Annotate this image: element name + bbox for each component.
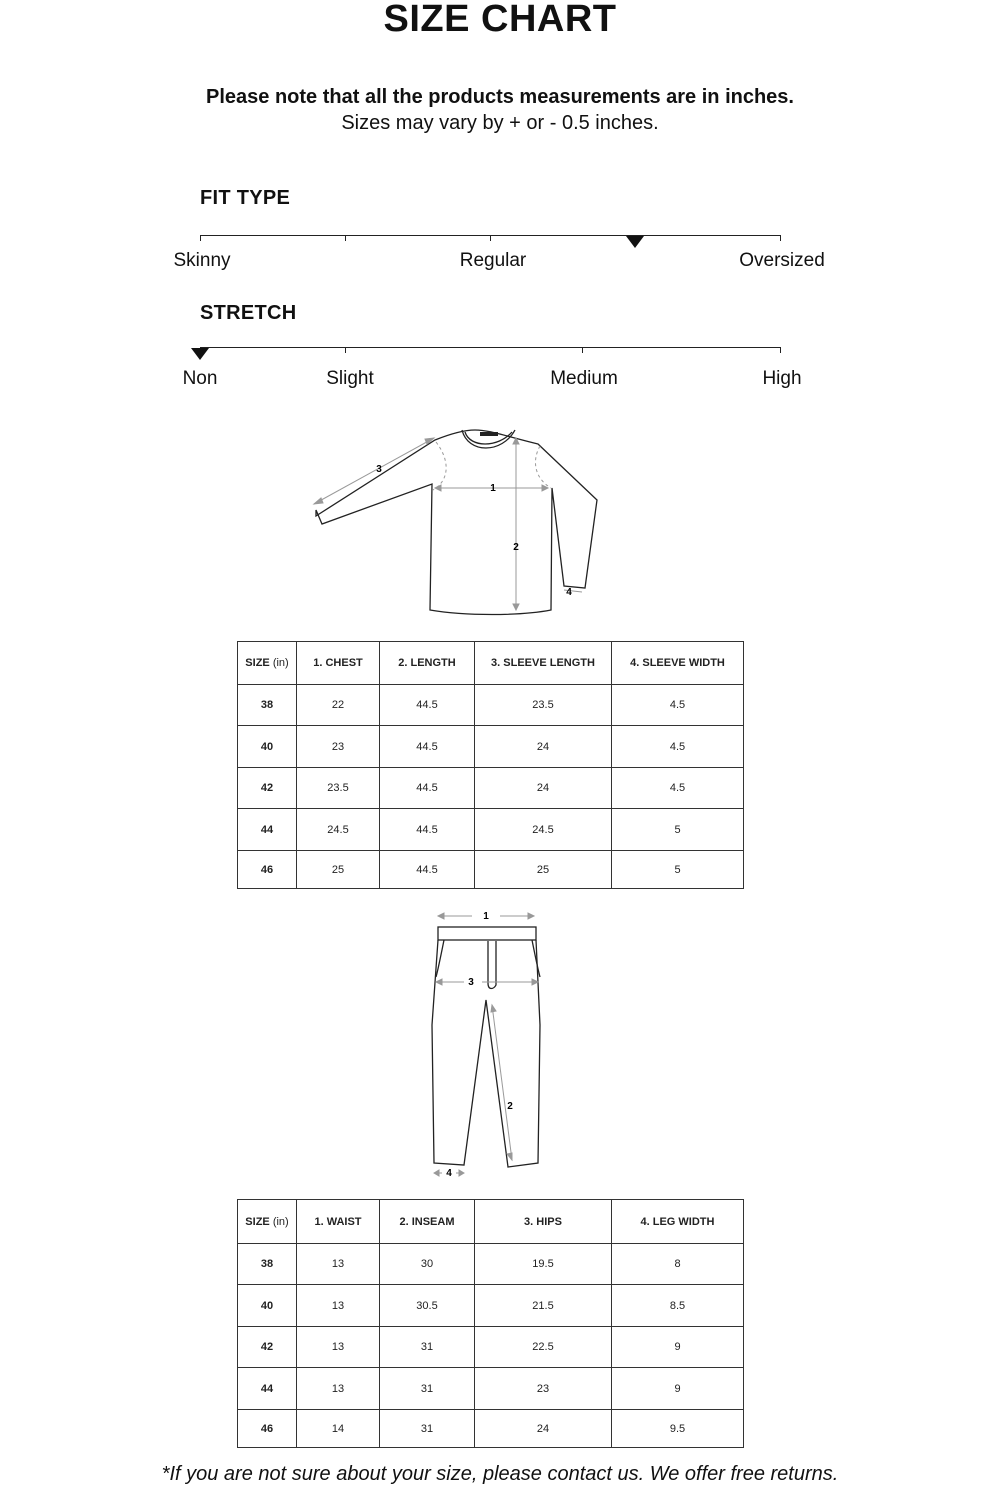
- neck-label-icon: [480, 432, 498, 436]
- size-header: SIZE (in): [238, 642, 297, 685]
- table-cell: 23: [297, 726, 380, 768]
- size-cell: 38: [238, 685, 297, 726]
- variance-note: Sizes may vary by + or - 0.5 inches.: [341, 112, 659, 134]
- stretch-title: STRETCH: [200, 302, 297, 324]
- table-cell: 23: [475, 1368, 612, 1410]
- table-cell: 25: [475, 851, 612, 889]
- table-cell: 13: [297, 1244, 380, 1285]
- sleeve-width-header: 4. SLEEVE WIDTH: [612, 642, 744, 685]
- bottom-size-table: [237, 1199, 744, 1448]
- leg-width-header: 4. LEG WIDTH: [612, 1200, 744, 1244]
- table-cell: 44.5: [380, 768, 475, 809]
- sleeve-length-header: 3. SLEEVE LENGTH: [475, 642, 612, 685]
- table-cell: 31: [380, 1327, 475, 1368]
- fit-type-option-oversized: Oversized: [739, 250, 825, 271]
- pants-diagram: [420, 905, 560, 1185]
- table-row: [238, 1368, 744, 1410]
- stretch-line: [200, 347, 781, 348]
- page-title: SIZE CHART: [383, 0, 617, 40]
- stretch-scale: [0, 0, 1000, 410]
- table-cell: 24: [475, 726, 612, 768]
- table-cell: 22: [297, 685, 380, 726]
- table-cell: 22.5: [475, 1327, 612, 1368]
- table-cell: 8: [612, 1244, 744, 1285]
- stretch-tick: [780, 347, 781, 353]
- waist-header: 1. WAIST: [297, 1200, 380, 1244]
- table-row: [238, 768, 744, 809]
- size-header: SIZE (in): [238, 1200, 297, 1244]
- top-size-table: [237, 641, 744, 889]
- table-row: [238, 851, 744, 889]
- table-row: [238, 685, 744, 726]
- sweater-label-2: 2: [513, 542, 519, 553]
- table-cell: 8.5: [612, 1285, 744, 1327]
- table-cell: 4.5: [612, 768, 744, 809]
- footer-note: *If you are not sure about your size, please contact us. We offer free returns.: [161, 1463, 839, 1485]
- size-cell: 46: [238, 1410, 297, 1448]
- table-cell: 13: [297, 1285, 380, 1327]
- inseam-header: 2. INSEAM: [380, 1200, 475, 1244]
- sweater-label-3: 3: [376, 464, 382, 475]
- table-cell: 44.5: [380, 851, 475, 889]
- sweater-label-4: 4: [566, 587, 572, 598]
- table-header-row: [238, 1200, 744, 1244]
- size-cell: 44: [238, 809, 297, 851]
- table-cell: 13: [297, 1327, 380, 1368]
- pants-label-4: 4: [446, 1168, 452, 1179]
- stretch-option-medium: Medium: [550, 368, 618, 389]
- table-cell: 31: [380, 1410, 475, 1448]
- pants-label-2: 2: [507, 1101, 513, 1112]
- stretch-marker: [191, 348, 209, 360]
- pants-label-3: 3: [468, 977, 474, 988]
- table-cell: 23.5: [297, 768, 380, 809]
- measurement-note: Please note that all the products measurements are in inches.: [206, 86, 794, 108]
- table-cell: 44.5: [380, 809, 475, 851]
- size-cell: 40: [238, 726, 297, 768]
- size-cell: 38: [238, 1244, 297, 1285]
- size-cell: 42: [238, 1327, 297, 1368]
- table-cell: 9: [612, 1368, 744, 1410]
- table-cell: 30: [380, 1244, 475, 1285]
- size-cell: 46: [238, 851, 297, 889]
- fit-type-option-regular: Regular: [459, 250, 527, 271]
- table-cell: 9: [612, 1327, 744, 1368]
- table-cell: 4.5: [612, 726, 744, 768]
- table-cell: 24: [475, 768, 612, 809]
- table-cell: 13: [297, 1368, 380, 1410]
- size-cell: 44: [238, 1368, 297, 1410]
- pants-label-1: 1: [483, 911, 489, 922]
- fit-type-title: FIT TYPE: [200, 187, 291, 209]
- table-cell: 19.5: [475, 1244, 612, 1285]
- table-cell: 5: [612, 809, 744, 851]
- stretch-option-high: High: [762, 368, 802, 389]
- fit-type-option-skinny: Skinny: [173, 250, 231, 271]
- table-cell: 24.5: [297, 809, 380, 851]
- sweater-label-1: 1: [490, 483, 496, 494]
- table-cell: 44.5: [380, 685, 475, 726]
- table-cell: 30.5: [380, 1285, 475, 1327]
- table-header-row: [238, 642, 744, 685]
- table-row: [238, 1285, 744, 1327]
- stretch-option-slight: Slight: [326, 368, 374, 389]
- table-row: [238, 1244, 744, 1285]
- sweater-diagram: [300, 420, 610, 620]
- table-cell: 24: [475, 1410, 612, 1448]
- table-cell: 9.5: [612, 1410, 744, 1448]
- table-cell: 25: [297, 851, 380, 889]
- table-cell: 44.5: [380, 726, 475, 768]
- table-cell: 4.5: [612, 685, 744, 726]
- stretch-tick: [582, 347, 583, 353]
- length-header: 2. LENGTH: [380, 642, 475, 685]
- table-cell: 5: [612, 851, 744, 889]
- chest-header: 1. CHEST: [297, 642, 380, 685]
- table-cell: 24.5: [475, 809, 612, 851]
- table-row: [238, 809, 744, 851]
- size-cell: 40: [238, 1285, 297, 1327]
- stretch-option-non: Non: [182, 368, 218, 389]
- size-cell: 42: [238, 768, 297, 809]
- table-row: [238, 726, 744, 768]
- table-cell: 31: [380, 1368, 475, 1410]
- table-row: [238, 1410, 744, 1448]
- table-cell: 14: [297, 1410, 380, 1448]
- table-cell: 21.5: [475, 1285, 612, 1327]
- hips-header: 3. HIPS: [475, 1200, 612, 1244]
- table-row: [238, 1327, 744, 1368]
- stretch-tick: [345, 347, 346, 353]
- table-cell: 23.5: [475, 685, 612, 726]
